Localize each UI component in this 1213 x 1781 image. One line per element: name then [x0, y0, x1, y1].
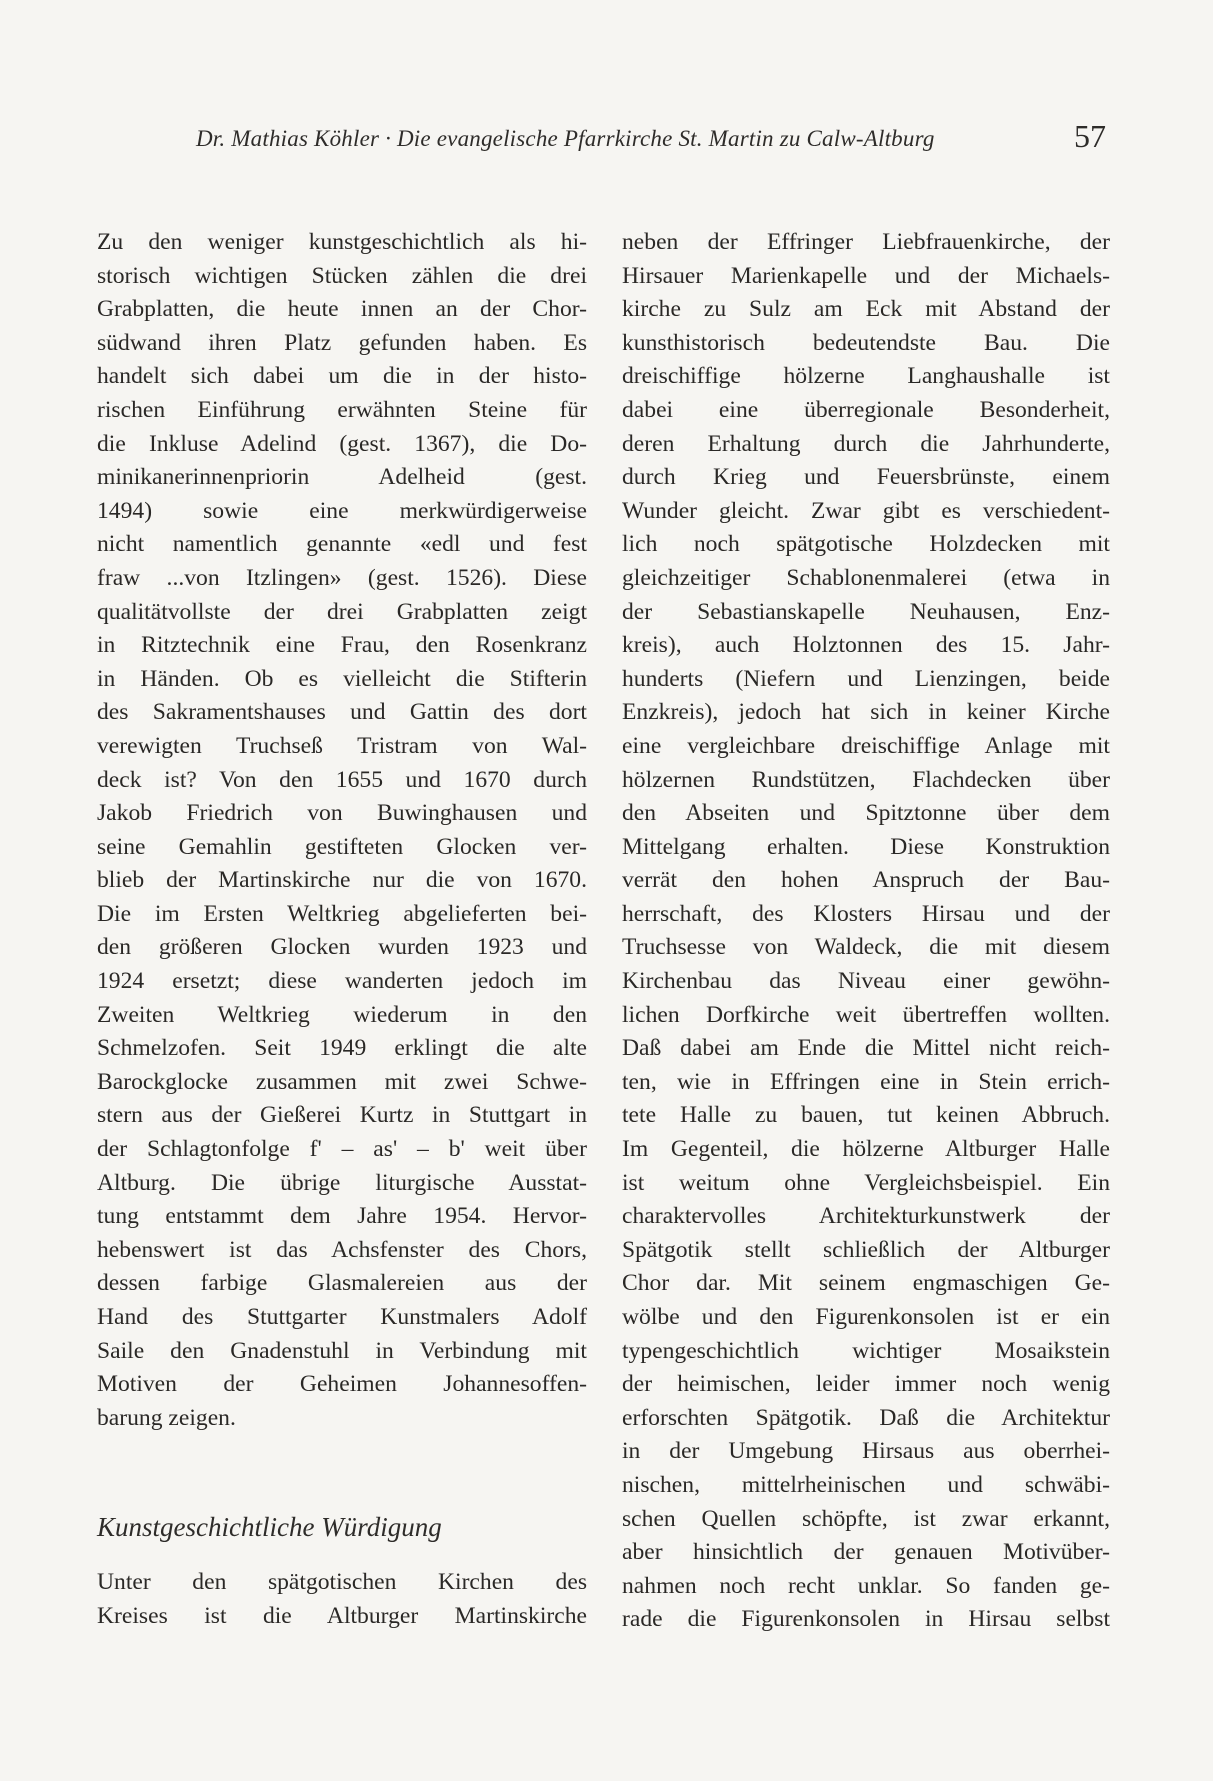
text-line: eine vergleichbare dreischiffige Anlage mit — [622, 732, 1110, 759]
text-line: Altburg. Die übrige liturgische Ausstat- — [97, 1169, 587, 1196]
text-line: des Sakramentshauses und Gattin des dort — [97, 699, 587, 726]
text-line: Zu den weniger kunstgeschichtlich als hi- — [97, 229, 587, 255]
text-line: rischen Einführung erwähnten Steine für — [97, 396, 587, 423]
text-line: 1924 ersetzt; diese wanderten jedoch im — [97, 968, 587, 995]
text-line: nicht namentlich genannte «edl und fest — [97, 531, 587, 558]
text-line: Grabplatten, die heute innen an der Chor- — [97, 296, 587, 323]
text-line: verrät den hohen Anspruch der Bau- — [622, 867, 1110, 894]
text-line: tung entstammt dem Jahre 1954. Hervor- — [97, 1203, 587, 1230]
text-line: Wunder gleicht. Zwar gibt es verschiedent- — [622, 497, 1110, 524]
text-line: Zweiten Weltkrieg wiederum in den — [97, 1001, 587, 1028]
text-line: ten, wie in Effringen eine in Stein errich- — [622, 1068, 1110, 1095]
text-line: lich noch spätgotische Holzdecken mit — [622, 531, 1110, 558]
text-line: Unter den spätgotischen Kirchen des — [97, 1569, 587, 1595]
text-line: ist weitum ohne Vergleichsbeispiel. Ein — [622, 1169, 1110, 1196]
text-line: Die im Ersten Weltkrieg abgelieferten bei- — [97, 900, 587, 927]
text-line: Schmelzofen. Seit 1949 erklingt die alte — [97, 1035, 587, 1062]
text-line: dreischiffige hölzerne Langhaushalle ist — [622, 363, 1110, 390]
right-column — [622, 226, 1110, 1637]
text-line: den größeren Glocken wurden 1923 und — [97, 934, 587, 961]
text-line: kreis), auch Holztonnen des 15. Jahr- — [622, 632, 1110, 659]
text-line: nischen, mittelrheinischen und schwäbi- — [622, 1471, 1110, 1498]
text-line: der Sebastianskapelle Neuhausen, Enz- — [622, 598, 1110, 625]
text-line: gleichzeitiger Schablonenmalerei (etwa in — [622, 564, 1110, 591]
page-number: 57 — [1074, 118, 1106, 154]
text-line: Motiven der Geheimen Johannesoffen- — [97, 1371, 587, 1398]
text-line: kirche zu Sulz am Eck mit Abstand der — [622, 296, 1110, 323]
text-line: Daß dabei am Ende die Mittel nicht reich- — [622, 1035, 1110, 1062]
text-line: dessen farbige Glasmalereien aus der — [97, 1270, 587, 1297]
text-line: 1494) sowie eine merkwürdigerweise — [97, 497, 587, 524]
text-line: seine Gemahlin gestifteten Glocken ver- — [97, 833, 587, 860]
text-line: qualitätvollste der drei Grabplatten zeigt — [97, 598, 587, 625]
text-line: typengeschichtlich wichtiger Mosaikstein — [622, 1337, 1110, 1364]
text-line: deck ist? Von den 1655 und 1670 durch — [97, 766, 587, 793]
text-line: nahmen noch recht unklar. So fanden ge- — [622, 1572, 1110, 1599]
text-line: Kirchenbau das Niveau einer gewöhn- — [622, 968, 1110, 995]
text-line: Barockglocke zusammen mit zwei Schwe- — [97, 1068, 587, 1095]
text-line: die Inkluse Adelind (gest. 1367), die Do- — [97, 430, 587, 457]
text-line: dabei eine überregionale Besonderheit, — [622, 396, 1110, 423]
left-column — [97, 226, 587, 1435]
text-line: Kreises ist die Altburger Martinskirche — [97, 1602, 587, 1629]
text-line: deren Erhaltung durch die Jahrhunderte, — [622, 430, 1110, 457]
text-line: storisch wichtigen Stücken zählen die drei — [97, 262, 587, 289]
text-line: Hand des Stuttgarter Kunstmalers Adolf — [97, 1304, 587, 1330]
text-line: erforschten Spätgotik. Daß die Architektur — [622, 1404, 1110, 1431]
text-line: Spätgotik stellt schließlich der Altburger — [622, 1236, 1110, 1263]
text-line: Mittelgang erhalten. Diese Konstruktion — [622, 833, 1110, 860]
text-line: der Schlagtonfolge f' – as' – b' weit über — [97, 1136, 587, 1163]
text-line: hebenswert ist das Achsfenster des Chors, — [97, 1236, 587, 1263]
text-line: blieb der Martinskirche nur die von 1670. — [97, 867, 587, 894]
text-line: schen Quellen schöpfte, ist zwar erkannt, — [622, 1505, 1110, 1532]
text-line: lichen Dorfkirche weit übertreffen wollten. — [622, 1001, 1110, 1028]
text-line: der heimischen, leider immer noch wenig — [622, 1371, 1110, 1398]
text-line: tete Halle zu bauen, tut keinen Abbruch. — [622, 1102, 1110, 1129]
text-line: wölbe und den Figurenkonsolen ist er ein — [622, 1304, 1110, 1330]
text-line: stern aus der Gießerei Kurtz in Stuttgart in — [97, 1102, 587, 1129]
text-line: hölzernen Rundstützen, Flachdecken über — [622, 766, 1110, 793]
text-line: minikanerinnenpriorin Adelheid (gest. — [97, 464, 587, 491]
text-line: verewigten Truchseß Tristram von Wal- — [97, 732, 587, 759]
text-line: Saile den Gnadenstuhl in Verbindung mit — [97, 1337, 587, 1364]
text-line: hunderts (Niefern und Lienzingen, beide — [622, 665, 1110, 692]
text-line: barung zeigen. — [97, 1404, 236, 1431]
text-line: Im Gegenteil, die hölzerne Altburger Halle — [622, 1136, 1110, 1163]
text-line: fraw ...von Itzlingen» (gest. 1526). Diese — [97, 564, 587, 591]
text-line: in Händen. Ob es vielleicht die Stifterin — [97, 665, 587, 692]
text-line: durch Krieg und Feuersbrünste, einem — [622, 464, 1110, 491]
text-line: Jakob Friedrich von Buwinghausen und — [97, 800, 587, 827]
text-line: neben der Effringer Liebfrauenkirche, der — [622, 229, 1110, 255]
text-line: Truchsesse von Waldeck, die mit diesem — [622, 934, 1110, 961]
text-line: Enzkreis), jedoch hat sich in keiner Kirche — [622, 699, 1110, 726]
text-line: südwand ihren Platz gefunden haben. Es — [97, 329, 587, 356]
text-line: kunsthistorisch bedeutendste Bau. Die — [622, 329, 1110, 356]
section-heading: Kunstgeschichtliche Würdigung — [97, 1512, 442, 1542]
text-line: Chor dar. Mit seinem engmaschigen Ge- — [622, 1270, 1110, 1297]
text-line: in Ritztechnik eine Frau, den Rosenkranz — [97, 632, 587, 659]
text-line: aber hinsichtlich der genauen Motivüber- — [622, 1539, 1110, 1566]
text-line: in der Umgebung Hirsaus aus oberrhei- — [622, 1438, 1110, 1465]
text-line: handelt sich dabei um die in der histo- — [97, 363, 587, 390]
text-line: Hirsauer Marienkapelle und der Michaels- — [622, 262, 1110, 289]
text-line: rade die Figurenkonsolen in Hirsau selbst — [622, 1606, 1110, 1633]
section-body — [97, 1566, 587, 1633]
text-line: herrschaft, des Klosters Hirsau und der — [622, 900, 1110, 927]
running-head: Dr. Mathias Köhler · Die evangelische Pfarrkirche St. Martin zu Calw-Altburg — [196, 126, 935, 151]
text-line: den Abseiten und Spitztonne über dem — [622, 800, 1110, 827]
text-line: charaktervolles Architekturkunstwerk der — [622, 1203, 1110, 1230]
